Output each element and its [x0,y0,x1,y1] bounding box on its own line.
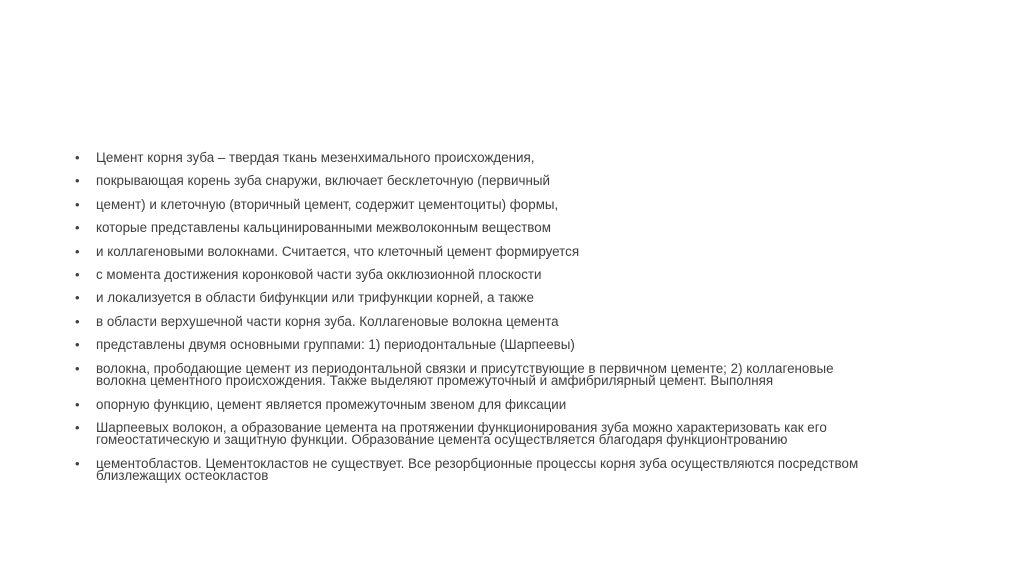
list-item [75,266,955,282]
bullet-list [75,152,955,494]
bullet-text: Цемент корня зуба – твердая ткань мезенхимального происхождения, [96,150,535,165]
bullet-text: цементобластов. Цементокластов не существует. Все резорбционные процессы корня зуба осуществляются посредством близлежащих остеокластов [96,455,859,484]
list-item [75,196,955,212]
bullet-marker: • [75,150,80,165]
bullet-marker: • [75,396,80,412]
list-item [75,222,955,235]
bullet-marker: • [75,419,80,435]
bullet-text: цемент) и клеточную (вторичный цемент, содержит цементоциты) формы, [96,196,559,212]
bullet-text: покрывающая корень зуба снаружи, включает бесклеточную (первичный [96,173,550,189]
list-item [75,419,955,448]
list-item [75,292,955,305]
bullet-text: которые представлены кальцинированными межволоконным веществом [96,220,551,236]
bullet-marker: • [75,337,80,353]
bullet-text: представлены двумя основными группами: 1) периодонтальные (Шарпеевы) [96,337,575,353]
list-item [75,455,955,484]
bullet-marker: • [75,173,80,189]
bullet-marker: • [75,360,80,376]
list-item [75,339,955,352]
bullet-marker: • [75,196,80,212]
list-item [75,313,955,329]
list-item [75,243,955,259]
bullet-marker: • [75,220,80,236]
bullet-marker: • [75,455,80,471]
bullet-marker: • [75,266,80,282]
bullet-marker: • [75,290,80,306]
bullet-marker: • [75,243,80,259]
list-item [75,175,955,188]
list-item [75,152,955,165]
list-item [75,396,955,412]
bullet-text: Шарпеевых волокон, а образование цемента на протяжении функционирования зуба можно характеризовать как его гомеостатическую и защитную функции. Образование цемента осуществляется благодаря функционтрованию [96,419,827,448]
bullet-text: и коллагеновыми волокнами. Считается, что клеточный цемент формируется [96,243,580,259]
bullet-marker: • [75,313,80,329]
bullet-text: в области верхушечной части корня зуба. Коллагеновые волокна цемента [96,313,559,329]
list-item [75,360,955,389]
bullet-text: волокна, прободающие цемент из периодонтальной связки и присутствующие в первичном цементе; 2) коллагеновые волокна цементного происхождения. Также выделяют промежуточный и амфибрилярный цемент. Выполняя [96,360,834,389]
bullet-text: и локализуется в области бифункции или трифункции корней, а также [96,290,534,306]
bullet-text: опорную функцию, цемент является промежуточным звеном для фиксации [96,396,567,412]
bullet-text: с момента достижения коронковой части зуба окклюзионной плоскости [96,266,542,282]
